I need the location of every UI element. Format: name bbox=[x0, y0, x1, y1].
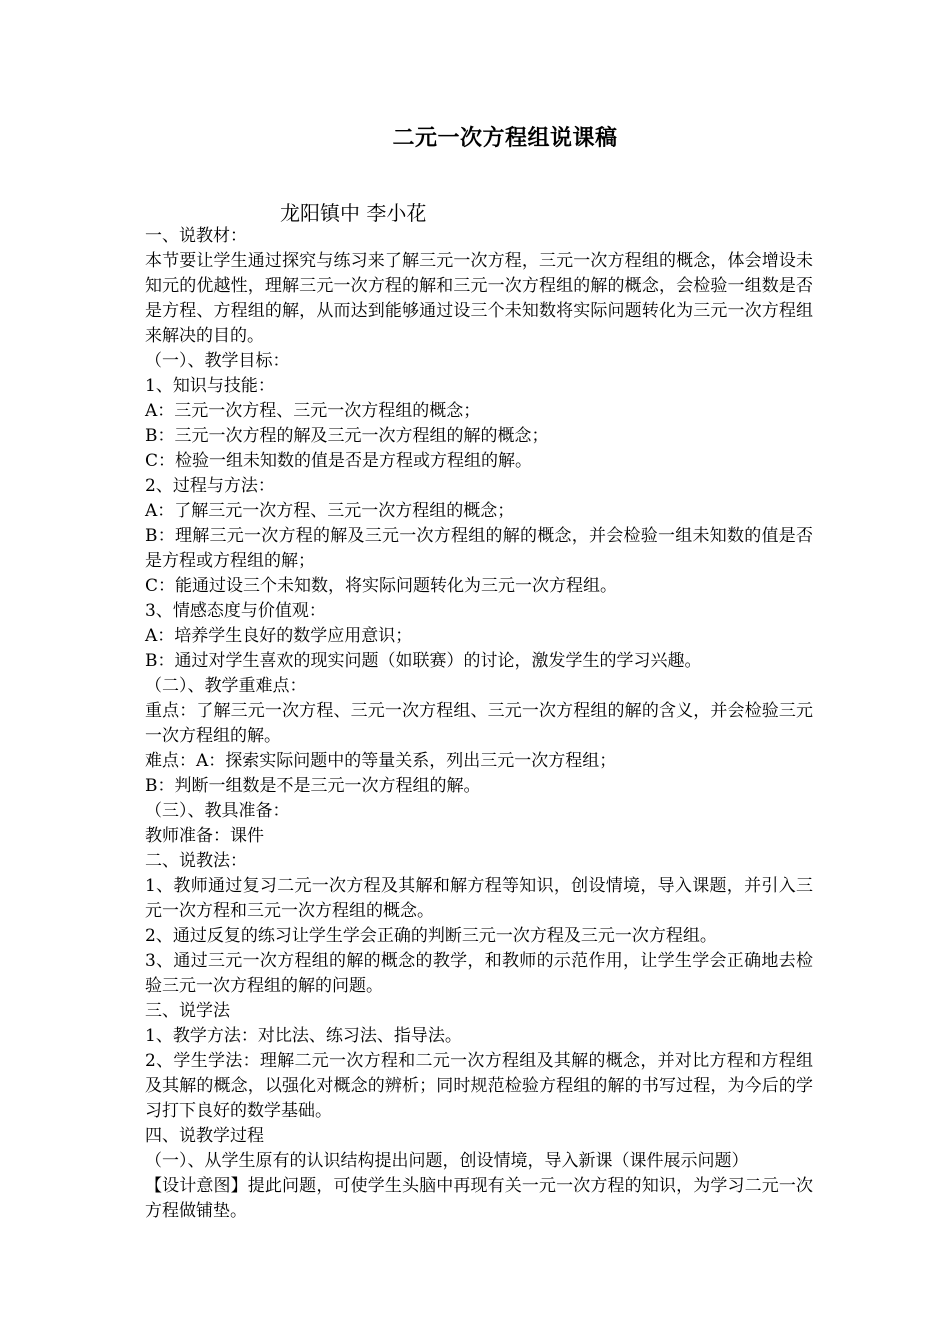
paragraph: A：培养学生良好的数学应用意识； bbox=[145, 626, 413, 646]
paragraph: A：了解三元一次方程、三元一次方程组的概念； bbox=[145, 501, 515, 521]
paragraph: A：三元一次方程、三元一次方程组的概念； bbox=[145, 401, 481, 421]
paragraph: C：检验一组未知数的值是否是方程或方程组的解。 bbox=[145, 451, 533, 471]
paragraph: 3、情感态度与价值观： bbox=[145, 601, 326, 621]
paragraph: （一）、教学目标： bbox=[145, 351, 290, 371]
document-author: 龙阳镇中 李小花 bbox=[280, 201, 427, 225]
paragraph: 2、通过反复的练习让学生学会正确的判断三元一次方程及三元一次方程组。 bbox=[145, 926, 717, 946]
paragraph: 1、教师通过复习二元一次方程及其解和解方程等知识，创设情境，导入课题，并引入三元一次方程和三元一次方程组的概念。 bbox=[145, 876, 813, 921]
paragraph: 本节要让学生通过探究与练习来了解三元一次方程，三元一次方程组的概念，体会增设未知元的优越性，理解三元一次方程的解和三元一次方程组的解的概念，会检验一组数是否是方程、方程组的解，从而达到能够通过设三个未知数将实际问题转化为三元一次方程组来解决的目的。 bbox=[145, 251, 813, 346]
paragraph: （一）、从学生原有的认识结构提出问题，创设情境，导入新课（课件展示问题） bbox=[145, 1151, 749, 1171]
paragraph: 难点：A：探索实际问题中的等量关系，列出三元一次方程组； bbox=[145, 751, 617, 771]
paragraph: 【设计意图】提此问题，可使学生头脑中再现有关一元一次方程的知识，为学习二元一次方程做铺垫。 bbox=[145, 1176, 813, 1221]
paragraph: 2、学生学法：理解二元一次方程和二元一次方程组及其解的概念，并对比方程和方程组及其解的概念，以强化对概念的辨析；同时规范检验方程组的解的书写过程，为今后的学习打下良好的数学基础。 bbox=[145, 1051, 813, 1121]
paragraph: 四、说教学过程 bbox=[145, 1126, 264, 1146]
paragraph: （三）、教具准备： bbox=[145, 801, 290, 821]
paragraph: 教师准备：课件 bbox=[145, 826, 264, 846]
paragraph: C：能通过设三个未知数，将实际问题转化为三元一次方程组。 bbox=[145, 576, 618, 596]
paragraph: 1、知识与技能： bbox=[145, 376, 275, 396]
document-body bbox=[145, 224, 813, 1224]
paragraph: 重点：了解三元一次方程、三元一次方程组、三元一次方程组的解的含义，并会检验三元一次方程组的解。 bbox=[145, 701, 813, 746]
paragraph: 一、说教材： bbox=[145, 226, 247, 246]
paragraph: （二）、教学重难点： bbox=[145, 676, 307, 696]
paragraph: 2、过程与方法： bbox=[145, 476, 275, 496]
paragraph: 1、教学方法：对比法、练习法、指导法。 bbox=[145, 1026, 462, 1046]
paragraph: 三、说学法 bbox=[145, 1001, 230, 1021]
document-title: 二元一次方程组说课稿 bbox=[392, 125, 618, 151]
paragraph: 二、说教法： bbox=[145, 851, 247, 871]
paragraph: B：理解三元一次方程的解及三元一次方程组的解的概念，并会检验一组未知数的值是否是方程或方程组的解； bbox=[145, 526, 813, 571]
paragraph: 3、通过三元一次方程组的解的概念的教学，和教师的示范作用，让学生学会正确地去检验三元一次方程组的解的问题。 bbox=[145, 951, 813, 996]
paragraph: B：判断一组数是不是三元一次方程组的解。 bbox=[145, 776, 481, 796]
paragraph: B：三元一次方程的解及三元一次方程组的解的概念； bbox=[145, 426, 549, 446]
paragraph: B：通过对学生喜欢的现实问题（如联赛）的讨论，激发学生的学习兴趣。 bbox=[145, 651, 702, 671]
